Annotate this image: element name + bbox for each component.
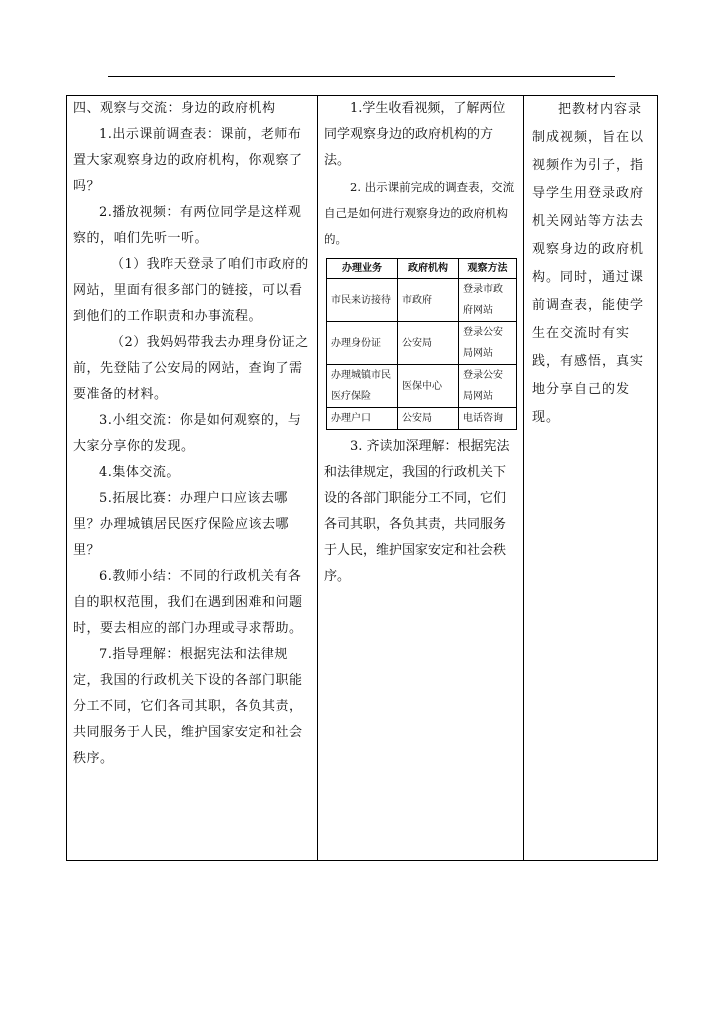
survey-cell: 登录市政府网站 (459, 279, 517, 322)
student-step-1: 1.学生收看视频，了解两位同学观察身边的政府机构的方法。 (324, 101, 506, 168)
lesson-table (66, 95, 658, 861)
example-1: （1）我昨天登录了咱们市政府的网站，里面有很多部门的链接，可以看到他们的工作职责和办事流程。 (73, 257, 309, 324)
student-step-3: 3. 齐读加深理解：根据宪法和法律规定，我国的行政机关下设的各部门职能分工不同，它们各司其职，各负其责，共同服务于人民，维护国家安定和社会秩序。 (324, 439, 510, 584)
survey-cell: 办理身份证 (327, 322, 398, 365)
teacher-activity-column (67, 96, 318, 860)
survey-cell: 公安局 (398, 322, 459, 365)
header-rule (108, 76, 615, 77)
survey-table (326, 258, 517, 430)
survey-cell: 市政府 (398, 279, 459, 322)
survey-cell: 登录公安局网站 (459, 322, 517, 365)
survey-cell: 办理城镇市民医疗保险 (327, 365, 398, 408)
step-1: 1.出示课前调查表：课前，老师布置大家观察身边的政府机构，你观察了吗？ (73, 127, 303, 194)
step-4: 4.集体交流。 (99, 465, 180, 480)
survey-cell: 办理户口 (327, 408, 398, 430)
survey-header-cell: 政府机构 (398, 259, 459, 279)
survey-cell: 医保中心 (398, 365, 459, 408)
survey-cell: 市民来访接待 (327, 279, 398, 322)
step-7: 7.指导理解：根据宪法和法律规定，我国的行政机关下设的各部门职能分工不同，它们各司其职，各负其责，共同服务于人民，维护国家安定和社会秩序。 (73, 647, 303, 766)
survey-header-cell: 观察方法 (459, 259, 517, 279)
step-5: 5.拓展比赛：办理户口应该去哪里？办理城镇居民医疗保险应该去哪里？ (73, 491, 290, 558)
design-intent-column (524, 96, 657, 860)
student-activity-column (318, 96, 524, 860)
student-step-2: 2. 出示课前完成的调查表，交流自己是如何进行观察身边的政府机构的。 (324, 180, 515, 246)
step-6: 6.教师小结：不同的行政机关有各自的职权范围，我们在遇到困难和问题时，要去相应的部门办理或寻求帮助。 (73, 569, 303, 636)
survey-row (327, 408, 517, 430)
survey-header-cell: 办理业务 (327, 259, 398, 279)
survey-cell: 登录公安局网站 (459, 365, 517, 408)
step-2: 2.播放视频：有两位同学是这样观察的，咱们先听一听。 (73, 205, 302, 246)
survey-row (327, 279, 517, 322)
survey-row (327, 322, 517, 365)
section-heading: 四、观察与交流：身边的政府机构 (73, 101, 276, 116)
survey-row (327, 365, 517, 408)
survey-header-row (327, 259, 517, 279)
survey-cell: 电话咨询 (459, 408, 517, 430)
survey-cell: 公安局 (398, 408, 459, 430)
design-intent-text: 把教材内容录制成视频，旨在以视频作为引子，指导学生用登录政府机关网站等方法去观察身边的政府机构。同时，通过课前调查表，能使学生在交流时有实践，有感悟，真实地分享自己的发现。 (532, 102, 645, 425)
step-3: 3.小组交流：你是如何观察的，与大家分享你的发现。 (73, 413, 302, 454)
example-2: （2）我妈妈带我去办理身份证之前，先登陆了公安局的网站，查询了需要准备的材料。 (73, 335, 309, 402)
